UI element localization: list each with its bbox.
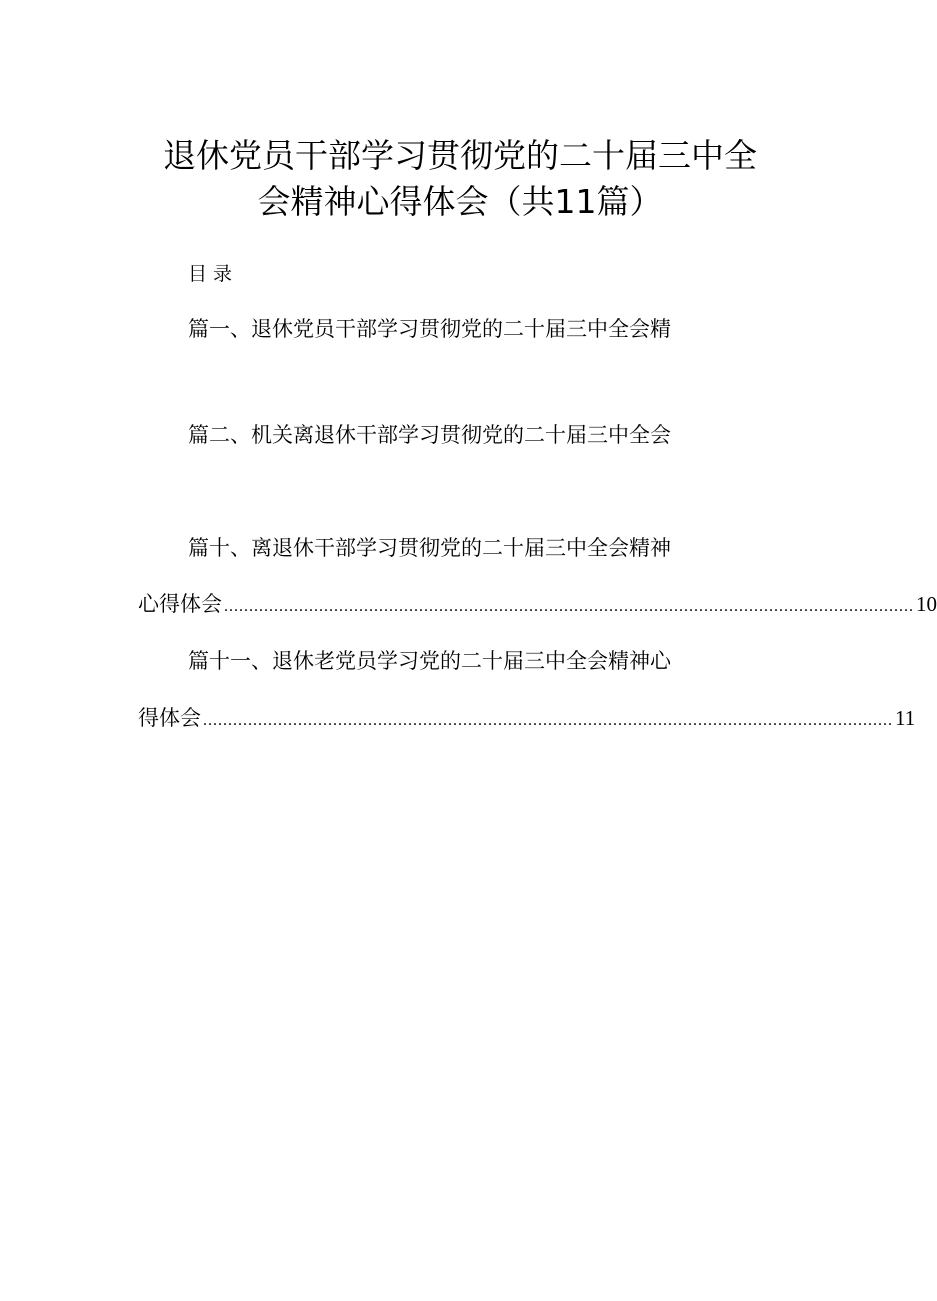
toc-entry-11-continuation[interactable] [138,704,916,735]
document-title-line-1: 退休党员干部学习贯彻党的二十届三中全 [163,136,757,175]
toc-entry-11[interactable]: 篇十一、退休老党员学习党的二十届三中全会精神心 [188,649,671,673]
toc-entry-10-page-number: 10 [916,592,937,616]
toc-entry-11-page-number: 11 [895,706,916,730]
toc-entry-10-text: 心得体会 [138,592,222,616]
toc-entry-11-text: 得体会 [138,706,201,730]
toc-heading: 目录 [188,263,239,285]
toc-entry-1[interactable]: 篇一、退休党员干部学习贯彻党的二十届三中全会精 [188,317,671,341]
document-title-line-2: 会精神心得体会（共11篇） [257,182,663,221]
toc-entry-10[interactable]: 篇十、离退休干部学习贯彻党的二十届三中全会精神 [188,536,671,560]
toc-entry-10-continuation[interactable] [138,590,937,621]
dot-leader: .......................................................................................................................................... [224,598,914,615]
dot-leader: .......................................................................................................................................... [203,712,893,729]
toc-entry-2[interactable]: 篇二、机关离退休干部学习贯彻党的二十届三中全会 [188,423,671,447]
